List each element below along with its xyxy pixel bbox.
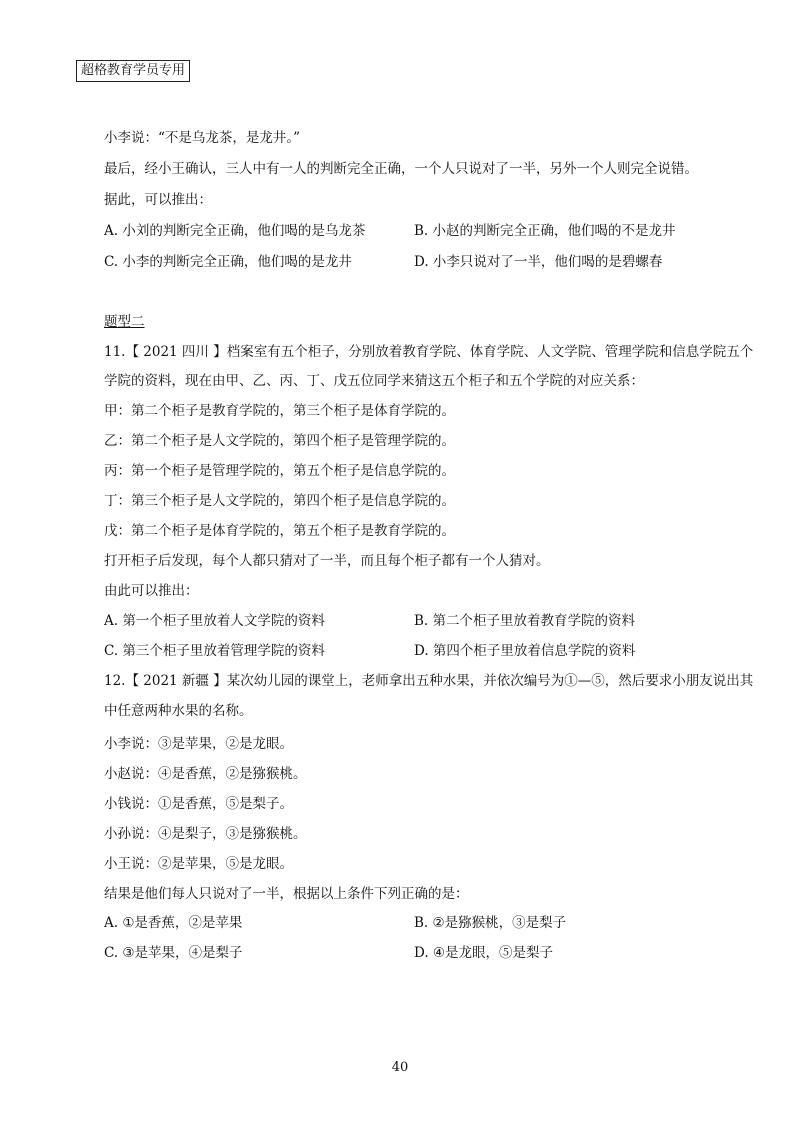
q11-stem-line2: 学院的资料，现在由甲、乙、丙、丁、戊五位同学来猜这五个柜子和五个学院的对应关系： <box>104 373 644 389</box>
q11-option-d: D. 第四个柜子里放着信息学院的资料 <box>414 643 636 659</box>
q11-guess-ding: 丁：第三个柜子是人文学院的，第四个柜子是信息学院的。 <box>104 493 455 509</box>
q11-guess-wu: 戊：第二个柜子是体育学院的，第五个柜子是教育学院的。 <box>104 523 455 539</box>
q11-guess-bing: 丙：第一个柜子是管理学院的，第五个柜子是信息学院的。 <box>104 463 455 479</box>
q10-option-b: B. 小赵的判断完全正确，他们喝的不是龙井 <box>414 223 676 239</box>
q10-option-a: A. 小刘的判断完全正确，他们喝的是乌龙茶 <box>104 223 366 239</box>
q12-statement-xiaosun: 小孙说：④是梨子，③是猕猴桃。 <box>104 826 307 842</box>
q12-option-b: B. ②是猕猴桃，③是梨子 <box>414 915 567 931</box>
q12-statement-xiaowang: 小王说：②是苹果，⑤是龙眼。 <box>104 856 293 872</box>
q11-guess-yi: 乙：第二个柜子是人文学院的，第四个柜子是管理学院的。 <box>104 433 455 449</box>
q11-option-b: B. 第二个柜子里放着教育学院的资料 <box>414 613 636 629</box>
header-label: 超格教育学员专用 <box>76 60 190 82</box>
q10-option-c: C. 小李的判断完全正确，他们喝的是龙井 <box>104 254 352 270</box>
q10-xiaoli-statement: 小李说：“不是乌龙茶，是龙井。” <box>104 130 301 146</box>
q11-option-c: C. 第三个柜子里放着管理学院的资料 <box>104 643 325 659</box>
q12-statement-xiaoqian: 小钱说：①是香蕉，⑤是梨子。 <box>104 796 293 812</box>
q12-stem-line2: 中任意两种水果的名称。 <box>104 703 253 719</box>
q12-statement-xiaoli: 小李说：③是苹果，②是龙眼。 <box>104 736 293 752</box>
q11-prompt: 由此可以推出： <box>104 583 199 599</box>
section-title: 题型二 <box>104 314 145 330</box>
q11-stem-line1: 11.【 2021 四川 】档案室有五个柜子，分别放着教育学院、体育学院、人文学院、管理学院和信息学院五个 <box>104 344 754 360</box>
q12-option-a: A. ①是香蕉，②是苹果 <box>104 915 243 931</box>
q12-stem-line1: 12.【 2021 新疆 】某次幼儿园的课堂上，老师拿出五种水果，并依次编号为①—⑤，然后要求小朋友说出其 <box>104 673 754 689</box>
q11-result: 打开柜子后发现，每个人都只猜对了一半，而且每个柜子都有一个人猜对。 <box>104 553 550 569</box>
q12-statement-xiaozhao: 小赵说：④是香蕉，②是猕猴桃。 <box>104 766 307 782</box>
q11-option-a: A. 第一个柜子里放着人文学院的资料 <box>104 613 325 629</box>
q12-result: 结果是他们每人只说对了一半，根据以上条件下列正确的是： <box>104 886 469 902</box>
q12-option-d: D. ④是龙眼，⑤是梨子 <box>414 945 554 961</box>
page-number: 40 <box>391 1060 409 1075</box>
q11-guess-jia: 甲：第二个柜子是教育学院的，第三个柜子是体育学院的。 <box>104 403 455 419</box>
q10-prompt: 据此，可以推出： <box>104 192 212 208</box>
q10-option-d: D. 小李只说对了一半，他们喝的是碧螺春 <box>414 254 663 270</box>
q12-option-c: C. ③是苹果，④是梨子 <box>104 945 243 961</box>
q10-confirmation: 最后，经小王确认，三人中有一人的判断完全正确，一个人只说对了一半，另外一个人则完全说错。 <box>104 161 698 177</box>
